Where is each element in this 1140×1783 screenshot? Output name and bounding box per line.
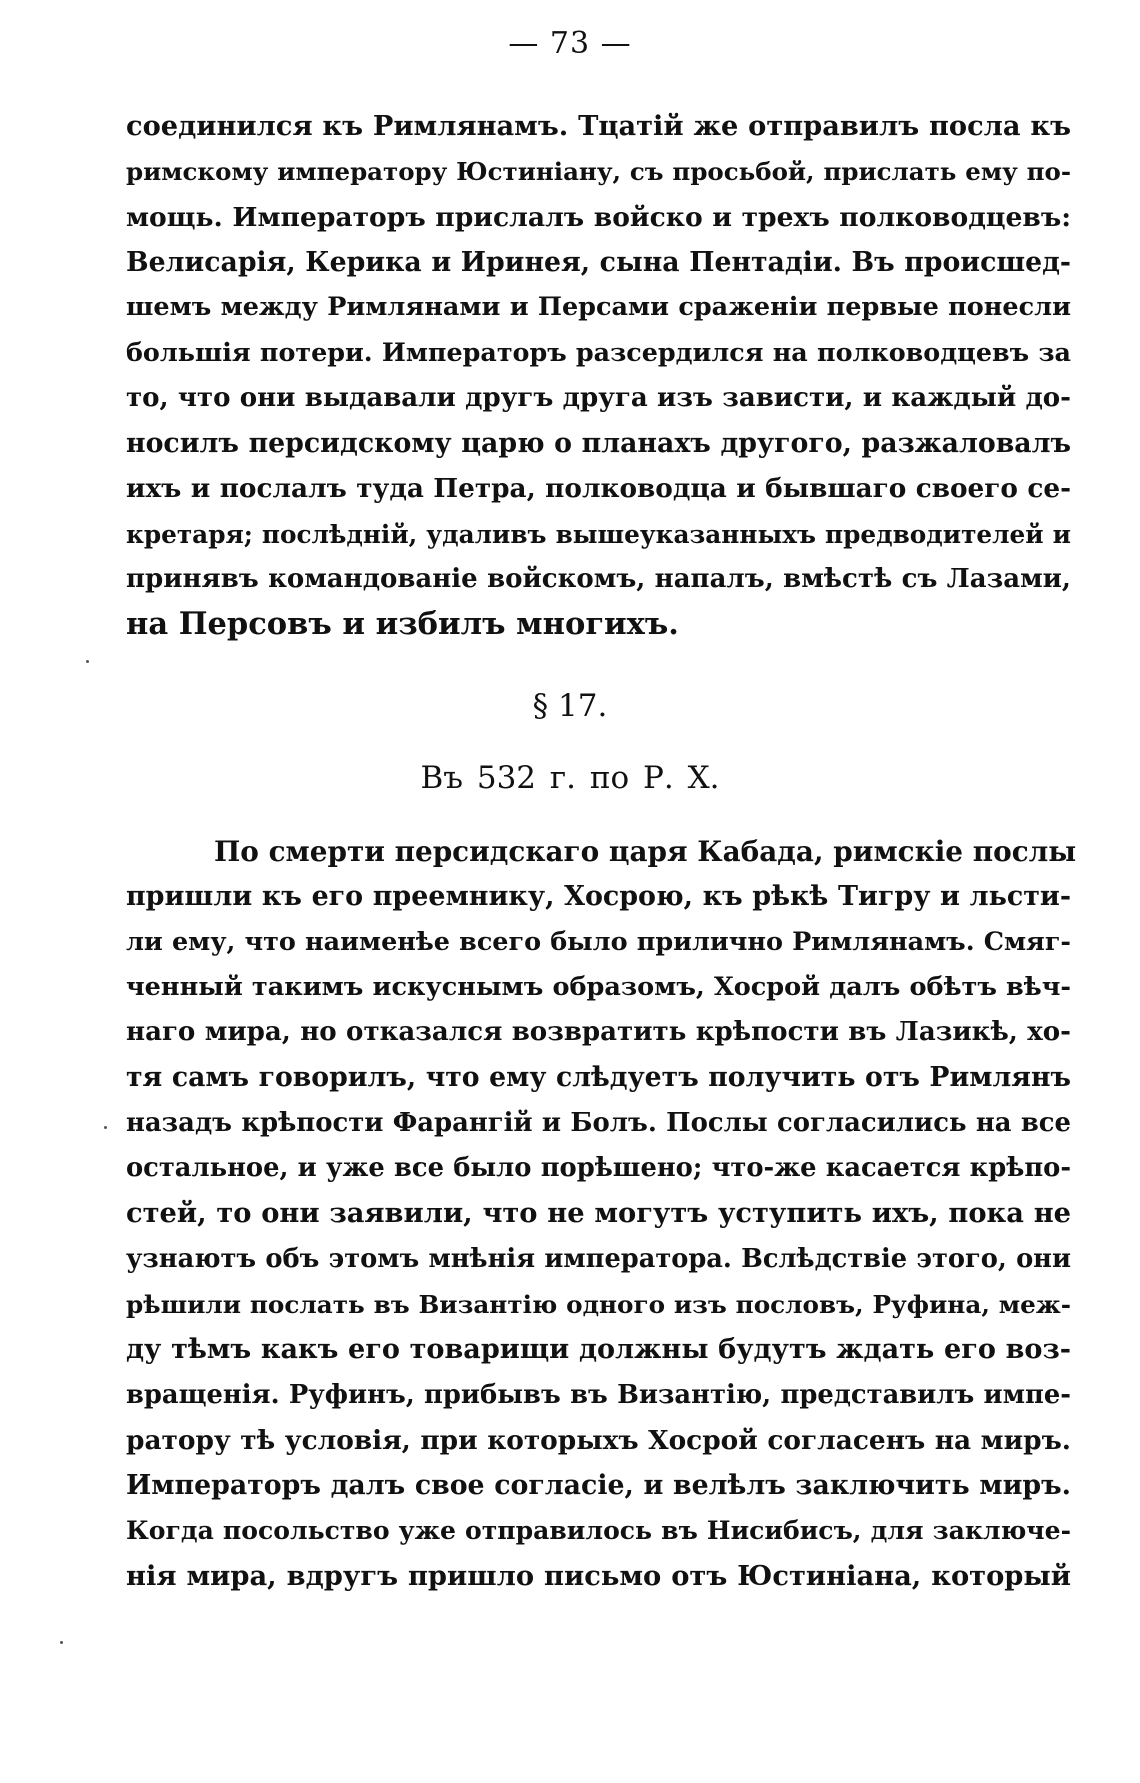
section-heading: § 17. — [532, 688, 608, 724]
text-line: принявъ командованіе войскомъ, напалъ, вмѣстѣ съ Лазами, — [126, 563, 1071, 594]
text-line: римскому императору Юстиніану, съ просьбой, прислать ему по- — [126, 157, 1071, 187]
text-line: нія мира, вдругъ пришло письмо отъ Юстиніана, который — [126, 1559, 1071, 1592]
text-line: ду тѣмъ какъ его товарищи должны будутъ ждать его воз- — [126, 1334, 1071, 1366]
text-line: ихъ и послалъ туда Петра, полководца и бывшаго своего се- — [126, 473, 1071, 505]
text-line: соединился къ Римлянамъ. Тцатій же отправилъ посла къ — [126, 110, 1071, 142]
text-line: мощь. Императоръ прислалъ войско и трехъ полководцевъ: — [126, 201, 1071, 233]
page-number: — 73 — — [508, 26, 632, 61]
text-line: Когда посольство уже отправилось въ Нисибисъ, для заключе- — [126, 1515, 1071, 1546]
text-line: остальное, и уже все было порѣшено; что-же касается крѣпо- — [126, 1153, 1071, 1184]
text-line: рѣшили послать въ Византію одного изъ пословъ, Руфина, меж- — [126, 1289, 1071, 1319]
text-line: на Персовъ и избилъ многихъ. — [126, 606, 679, 643]
text-line: тя самъ говорилъ, что ему слѣдуетъ получить отъ Римлянъ — [126, 1062, 1071, 1094]
text-line: наго мира, но отказался возвратить крѣпости въ Лазикѣ, хо- — [126, 1017, 1071, 1048]
text-line: назадъ крѣпости Фарангій и Болъ. Послы согласились на все — [126, 1107, 1071, 1138]
text-line: Велисарія, Керика и Иринея, сына Пентадіи. Въ происшед- — [126, 246, 1071, 278]
text-line: стей, то они заявили, что не могутъ уступить ихъ, пока не — [126, 1197, 1071, 1230]
text-line: большія потери. Императоръ разсердился на полководцевъ за — [126, 337, 1071, 368]
text-line: носилъ персидскому царю о планахъ другого, разжаловалъ — [126, 428, 1071, 460]
text-line: шемъ между Римлянами и Персами сраженіи первые понесли — [126, 292, 1071, 323]
text-line: кретаря; послѣдній, удаливъ вышеуказанныхъ предводителей и — [126, 519, 1071, 549]
main-paragraph — [126, 829, 1077, 1599]
section-date: Въ 532 г. по Р. Х. — [420, 760, 720, 796]
text-line: Императоръ далъ свое согласіе, и велѣлъ заключить миръ. — [126, 1470, 1071, 1502]
text-line: узнаютъ объ этомъ мнѣнія императора. Вслѣдствіе этого, они — [126, 1243, 1071, 1274]
text-line: вращенія. Руфинъ, прибывъ въ Византію, представилъ импе- — [126, 1379, 1071, 1410]
top-paragraph — [126, 104, 1071, 648]
text-line: пришли къ его преемнику, Хосрою, къ рѣкѣ Тигру и льсти- — [126, 881, 1071, 913]
text-line: ченный такимъ искуснымъ образомъ, Хосрой далъ обѣтъ вѣч- — [126, 971, 1071, 1002]
text-line: ли ему, что наименѣе всего было прилично Римлянамъ. Смяг- — [126, 926, 1071, 957]
text-line: По смерти персидскаго царя Кабада, римскіе послы — [214, 835, 1077, 868]
scan-speck — [60, 1641, 63, 1644]
text-line: ратору тѣ условія, при которыхъ Хосрой согласенъ на миръ. — [126, 1424, 1071, 1456]
scan-speck — [104, 1126, 107, 1129]
scan-speck — [86, 660, 89, 663]
text-line: то, что они выдавали другъ друга изъ зависти, и каждый до- — [126, 382, 1071, 413]
